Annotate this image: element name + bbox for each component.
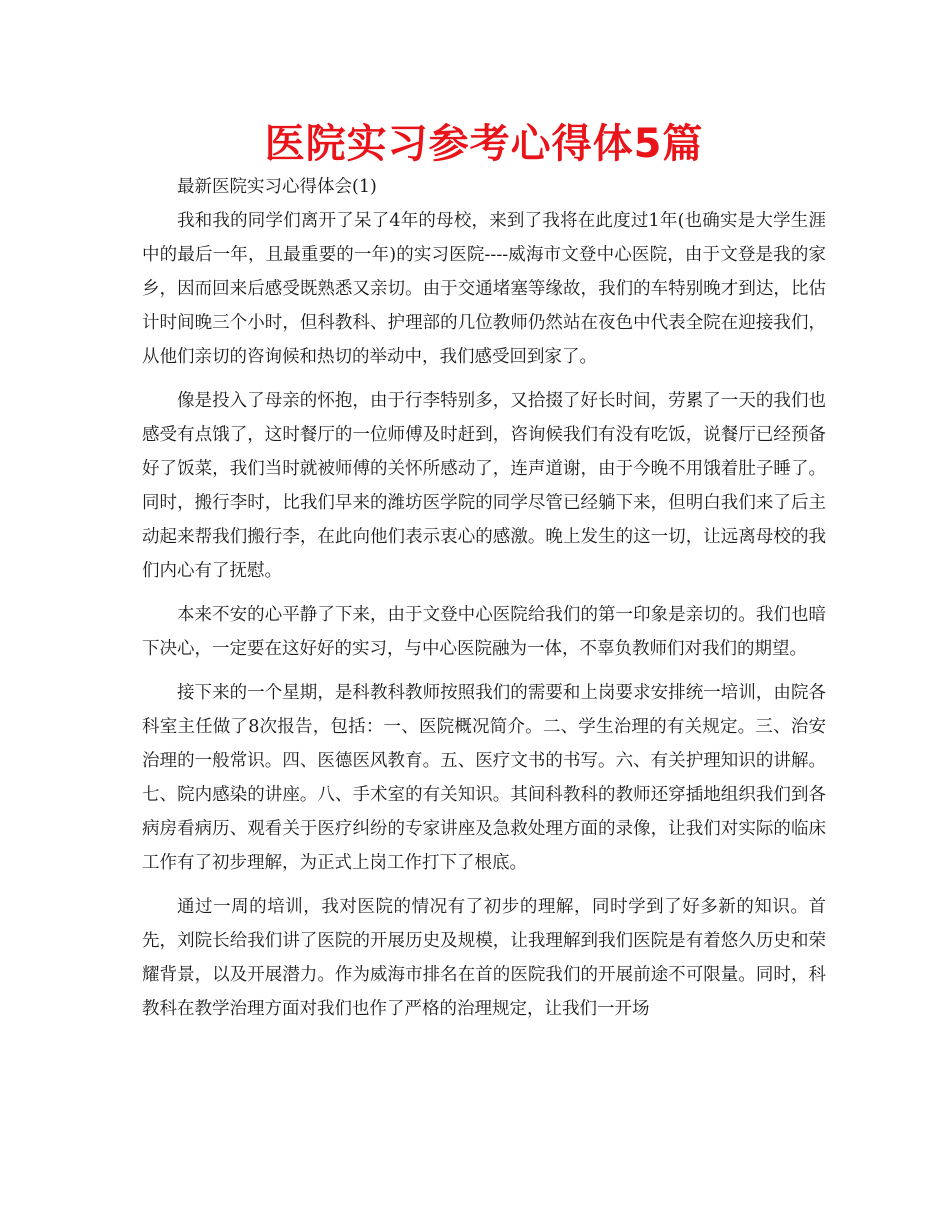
document-subtitle: 最新医院实习心得体会(1) (177, 177, 377, 197)
document-page (142, 118, 826, 1026)
paragraph-3: 本来不安的心平静了下来，由于文登中心医院给我们的第一印象是亲切的。我们也暗下决心，一定要在这好好的实习，与中心医院融为一体，不辜负教师们对我们的期望。 (142, 605, 826, 659)
paragraph-2: 像是投入了母亲的怀抱，由于行李特别多，又拾掇了好长时间，劳累了一天的我们也感受有点饿了，这时餐厅的一位师傅及时赶到，咨询候我们有没有吃饭，说餐厅已经预备好了饭菜，我们当时就被师傅的关怀所感动了，连声道谢，由于今晚不用饿着肚子睡了。同时，搬行李时，比我们早来的潍坊医学院的同学尽管已经躺下来，但明白我们来了后主动起来帮我们搬行李，在此向他们表示衷心的感激。晚上发生的这一切，让远离母校的我们内心有了抚慰。 (142, 391, 826, 581)
paragraph-5: 通过一周的培训，我对医院的情况有了初步的理解，同时学到了好多新的知识。首先，刘院长给我们讲了医院的开展历史及规模，让我理解到我们医院是有着悠久历史和荣耀背景，以及开展潜力。作为威海市排名在首的医院我们的开展前途不可限量。同时，科教科在教学治理方面对我们也作了严格的治理规定，让我们一开场 (142, 897, 826, 1019)
paragraph-4: 接下来的一个星期，是科教科教师按照我们的需要和上岗要求安排统一培训，由院各科室主任做了8次报告，包括：一、医院概况简介。二、学生治理的有关规定。三、治安治理的一般常识。四、医德医风教育。五、医疗文书的书写。六、有关护理知识的讲解。七、院内感染的讲座。八、手术室的有关知识。其间科教科的教师还穿插地组织我们到各病房看病历、观看关于医疗纠纷的专家讲座及急救处理方面的录像，让我们对实际的临床工作有了初步理解，为正式上岗工作打下了根底。 (142, 683, 826, 873)
paragraph-1: 我和我的同学们离开了呆了4年的母校，来到了我将在此度过1年(也确实是大学生涯中的最后一年，且最重要的一年)的实习医院----威海市文登中心医院，由于文登是我的家乡，因而回来后感受既熟悉又亲切。由于交通堵塞等缘故，我们的车特别晚才到达，比估计时间晚三个小时，但科教科、护理部的几位教师仍然站在夜色中代表全院在迎接我们，从他们亲切的咨询候和热切的举动中，我们感受回到家了。 (142, 211, 826, 367)
document-title: 医院实习参考心得体5篇 (264, 121, 704, 167)
